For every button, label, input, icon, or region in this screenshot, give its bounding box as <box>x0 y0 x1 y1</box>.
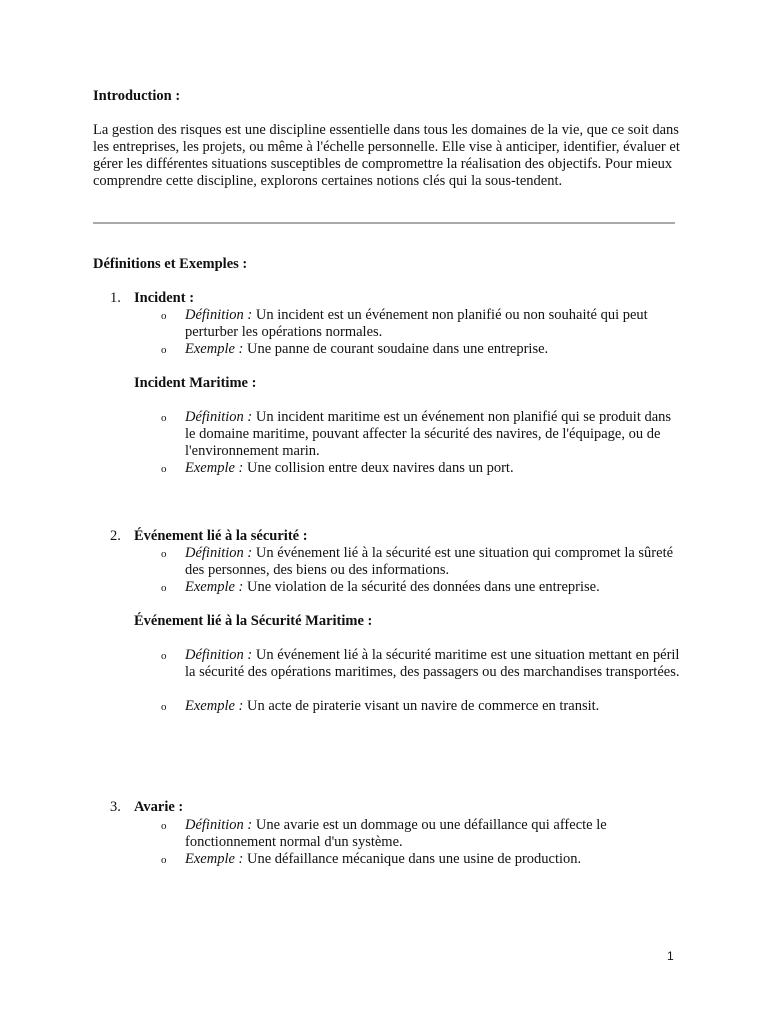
example-text <box>185 460 680 477</box>
definition-body: Un incident maritime est un événement non planifié qui se produit dans le domaine maritime, pouvant affecter la sécurité des navires, de l'équipage, ou de l'environnement marin. <box>185 409 672 459</box>
subsection-heading: Événement lié à la Sécurité Maritime : <box>134 613 373 629</box>
example-body: Un acte de piraterie visant un navire de commerce en transit. <box>247 698 600 714</box>
example-body: Une défaillance mécanique dans une usine de production. <box>247 851 582 867</box>
definition-text <box>185 817 680 851</box>
bullet-icon: o <box>161 650 167 662</box>
bullet-icon: o <box>161 463 167 475</box>
definition-label: Définition : <box>185 545 253 561</box>
definition-text <box>185 647 680 681</box>
subsection-heading: Incident Maritime : <box>134 375 257 391</box>
example-body: Une collision entre deux navires dans un port. <box>247 460 514 476</box>
definition-body: Un événement lié à la sécurité maritime est une situation mettant en péril la sécurité des opérations maritimes, des passagers ou des marchandises transportées. <box>185 647 680 680</box>
horizontal-divider <box>93 222 675 224</box>
bullet-icon: o <box>161 582 167 594</box>
definition-label: Définition : <box>185 409 253 425</box>
example-text <box>185 341 680 358</box>
definition-label: Définition : <box>185 647 253 663</box>
example-body: Une panne de courant soudaine dans une entreprise. <box>247 341 549 357</box>
definition-text <box>185 545 680 579</box>
item-heading: Événement lié à la sécurité : <box>134 528 308 544</box>
example-label: Exemple : <box>185 341 244 357</box>
example-text <box>185 851 680 868</box>
item-number: 2. <box>110 528 121 544</box>
example-text <box>185 698 680 715</box>
item-number: 1. <box>110 290 121 306</box>
item-number: 3. <box>110 799 121 815</box>
bullet-icon: o <box>161 854 167 866</box>
intro-paragraph: La gestion des risques est une discipline essentielle dans tous les domaines de la vie, que ce soit dans les entreprises, les projets, ou même à l'échelle personnelle. Elle vise à anticiper, identifier, évaluer et gérer les différentes situations susceptibles de compromettre la réalisation des objectifs. Pour mieux comprendre cette discipline, explorons certaines notions clés qui la sous-tendent. <box>93 122 680 189</box>
example-label: Exemple : <box>185 698 244 714</box>
bullet-icon: o <box>161 820 167 832</box>
example-text <box>185 579 680 596</box>
intro-heading: Introduction : <box>93 88 181 104</box>
definition-body: Un événement lié à la sécurité est une situation qui compromet la sûreté des personnes, des biens ou des informations. <box>185 545 674 578</box>
bullet-icon: o <box>161 412 167 424</box>
page-number: 1 <box>667 949 674 963</box>
bullet-icon: o <box>161 344 167 356</box>
definitions-heading: Définitions et Exemples : <box>93 256 248 272</box>
item-heading: Avarie : <box>134 799 184 815</box>
definition-body: Une avarie est un dommage ou une défaillance qui affecte le fonctionnement normal d'un système. <box>185 817 607 850</box>
item-heading: Incident : <box>134 290 195 306</box>
definition-label: Définition : <box>185 817 253 833</box>
definition-text <box>185 307 680 341</box>
bullet-icon: o <box>161 701 167 713</box>
definition-text <box>185 409 680 460</box>
definition-label: Définition : <box>185 307 253 323</box>
example-label: Exemple : <box>185 851 244 867</box>
example-label: Exemple : <box>185 579 244 595</box>
example-label: Exemple : <box>185 460 244 476</box>
bullet-icon: o <box>161 310 167 322</box>
bullet-icon: o <box>161 548 167 560</box>
example-body: Une violation de la sécurité des données dans une entreprise. <box>247 579 600 595</box>
definition-body: Un incident est un événement non planifié ou non souhaité qui peut perturber les opérations normales. <box>185 307 648 340</box>
